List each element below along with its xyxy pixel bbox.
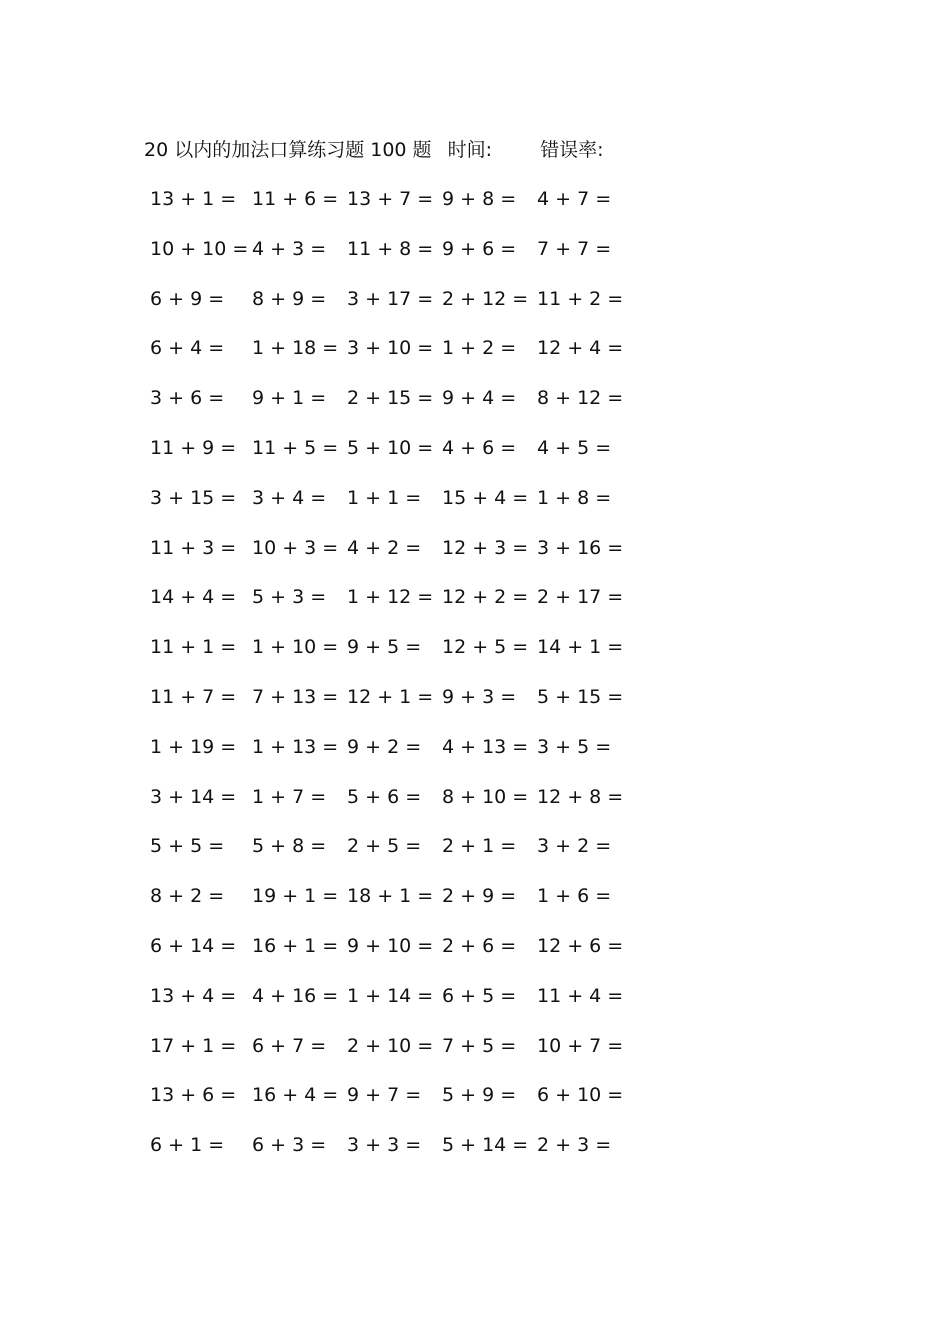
worksheet-header (144, 137, 603, 163)
addition-problem: 3 + 17 = (347, 287, 434, 310)
addition-problem: 11 + 8 = (347, 237, 434, 260)
addition-problem: 8 + 12 = (537, 387, 624, 410)
addition-problem: 2 + 17 = (537, 586, 624, 609)
addition-problem: 6 + 10 = (537, 1084, 624, 1107)
addition-problem: 10 + 7 = (537, 1034, 624, 1057)
addition-problem: 8 + 2 = (150, 885, 225, 908)
addition-problem: 9 + 5 = (347, 636, 422, 659)
addition-problem: 5 + 10 = (347, 436, 434, 459)
addition-problem: 14 + 1 = (537, 636, 624, 659)
addition-problem: 9 + 2 = (347, 735, 422, 758)
addition-problem: 5 + 3 = (252, 586, 327, 609)
addition-problem: 4 + 5 = (537, 436, 612, 459)
addition-problem: 11 + 7 = (150, 685, 237, 708)
addition-problem: 17 + 1 = (150, 1034, 237, 1057)
addition-problem: 12 + 3 = (442, 536, 529, 559)
addition-problem: 12 + 2 = (442, 586, 529, 609)
addition-problem: 1 + 18 = (252, 337, 339, 360)
addition-problem: 6 + 9 = (150, 287, 225, 310)
addition-problem: 9 + 10 = (347, 934, 434, 957)
addition-problem: 2 + 1 = (442, 835, 517, 858)
addition-problem: 1 + 1 = (347, 486, 422, 509)
addition-problem: 5 + 14 = (442, 1134, 529, 1157)
addition-problem: 3 + 3 = (347, 1134, 422, 1157)
addition-problem: 6 + 4 = (150, 337, 225, 360)
addition-problem: 9 + 7 = (347, 1084, 422, 1107)
addition-problem: 10 + 10 = (150, 237, 249, 260)
addition-problem: 11 + 3 = (150, 536, 237, 559)
addition-problem: 7 + 7 = (537, 237, 612, 260)
addition-problem: 12 + 6 = (537, 934, 624, 957)
addition-problem: 3 + 10 = (347, 337, 434, 360)
addition-problem: 11 + 4 = (537, 984, 624, 1007)
addition-problem: 9 + 3 = (442, 685, 517, 708)
addition-problem: 5 + 15 = (537, 685, 624, 708)
addition-problem: 6 + 7 = (252, 1034, 327, 1057)
addition-problem: 5 + 6 = (347, 785, 422, 808)
addition-problem: 1 + 10 = (252, 636, 339, 659)
addition-problem: 6 + 3 = (252, 1134, 327, 1157)
addition-problem: 4 + 3 = (252, 237, 327, 260)
addition-problem: 2 + 9 = (442, 885, 517, 908)
addition-problem: 2 + 6 = (442, 934, 517, 957)
addition-problem: 12 + 8 = (537, 785, 624, 808)
addition-problem: 11 + 1 = (150, 636, 237, 659)
addition-problem: 13 + 6 = (150, 1084, 237, 1107)
addition-problem: 5 + 9 = (442, 1084, 517, 1107)
addition-problem: 2 + 12 = (442, 287, 529, 310)
addition-problem: 10 + 3 = (252, 536, 339, 559)
addition-problem: 12 + 5 = (442, 636, 529, 659)
addition-problem: 3 + 15 = (150, 486, 237, 509)
addition-problem: 9 + 1 = (252, 387, 327, 410)
addition-problem: 2 + 3 = (537, 1134, 612, 1157)
addition-problem: 1 + 8 = (537, 486, 612, 509)
addition-problem: 4 + 7 = (537, 188, 612, 210)
addition-problem: 9 + 4 = (442, 387, 517, 410)
addition-problem: 8 + 9 = (252, 287, 327, 310)
addition-problem: 1 + 12 = (347, 586, 434, 609)
addition-problem: 4 + 16 = (252, 984, 339, 1007)
addition-problem: 13 + 4 = (150, 984, 237, 1007)
addition-problem: 3 + 2 = (537, 835, 612, 858)
addition-problem: 15 + 4 = (442, 486, 529, 509)
addition-problem: 18 + 1 = (347, 885, 434, 908)
addition-problem: 19 + 1 = (252, 885, 339, 908)
addition-problem: 14 + 4 = (150, 586, 237, 609)
addition-problem: 3 + 5 = (537, 735, 612, 758)
addition-problem: 4 + 6 = (442, 436, 517, 459)
addition-problem: 16 + 4 = (252, 1084, 339, 1107)
addition-problem: 3 + 16 = (537, 536, 624, 559)
problem-grid (144, 186, 624, 1182)
addition-problem: 7 + 5 = (442, 1034, 517, 1057)
addition-problem: 11 + 5 = (252, 436, 339, 459)
addition-problem: 2 + 15 = (347, 387, 434, 410)
addition-problem: 13 + 1 = (150, 188, 237, 210)
worksheet-title: 20 以内的加法口算练习题 100 题 (144, 139, 432, 161)
addition-problem: 11 + 2 = (537, 287, 624, 310)
addition-problem: 9 + 6 = (442, 237, 517, 260)
addition-problem: 3 + 6 = (150, 387, 225, 410)
addition-problem: 3 + 4 = (252, 486, 327, 509)
addition-problem: 12 + 1 = (347, 685, 434, 708)
addition-problem: 4 + 2 = (347, 536, 422, 559)
addition-problem: 4 + 13 = (442, 735, 529, 758)
addition-problem: 1 + 7 = (252, 785, 327, 808)
addition-problem: 16 + 1 = (252, 934, 339, 957)
addition-problem: 8 + 10 = (442, 785, 529, 808)
addition-problem: 11 + 6 = (252, 188, 339, 210)
addition-problem: 3 + 14 = (150, 785, 237, 808)
error-rate-label: 错误率: (540, 139, 604, 161)
addition-problem: 5 + 5 = (150, 835, 225, 858)
addition-problem: 13 + 7 = (347, 188, 434, 210)
addition-problem: 1 + 6 = (537, 885, 612, 908)
addition-problem: 6 + 14 = (150, 934, 237, 957)
addition-problem: 1 + 19 = (150, 735, 237, 758)
addition-problem: 2 + 10 = (347, 1034, 434, 1057)
addition-problem: 7 + 13 = (252, 685, 339, 708)
addition-problem: 6 + 5 = (442, 984, 517, 1007)
addition-problem: 1 + 13 = (252, 735, 339, 758)
addition-problem: 12 + 4 = (537, 337, 624, 360)
addition-problem: 11 + 9 = (150, 436, 237, 459)
addition-problem: 9 + 8 = (442, 188, 517, 210)
addition-problem: 5 + 8 = (252, 835, 327, 858)
addition-problem: 2 + 5 = (347, 835, 422, 858)
addition-problem: 1 + 2 = (442, 337, 517, 360)
addition-problem: 1 + 14 = (347, 984, 434, 1007)
time-label: 时间: (447, 139, 493, 161)
addition-problem: 6 + 1 = (150, 1134, 225, 1157)
